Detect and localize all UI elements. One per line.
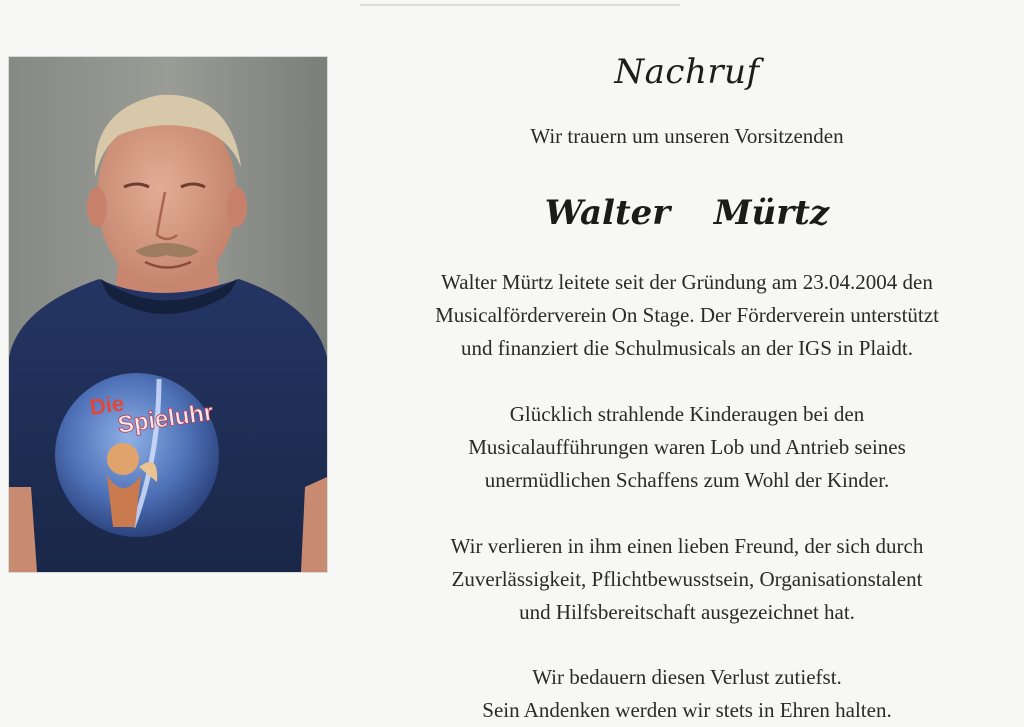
paragraph-closing: [355, 661, 1019, 727]
paragraph-friend: [355, 530, 1019, 629]
left-ear: [87, 187, 107, 227]
paragraph-line: Sein Andenken werden wir stets in Ehren halten.: [482, 698, 892, 722]
page-title: Nachruf: [614, 52, 760, 92]
paragraph-line: Wir bedauern diesen Verlust zutiefst.: [532, 665, 842, 689]
paragraph-line: Wir verlieren in ihm einen lieben Freund, der sich durch: [450, 534, 924, 558]
paragraph-line: Musicalaufführungen waren Lob und Antrieb seines: [468, 435, 906, 459]
paragraph-founding: [355, 266, 1019, 365]
portrait-illustration: [9, 57, 327, 572]
right-arm: [301, 477, 327, 572]
paragraph-line: Zuverlässigkeit, Pflichtbewusstsein, Organisationstalent: [451, 567, 923, 591]
shirt-text-spieluhr: Spieluhr: [116, 398, 215, 439]
cherub-head: [107, 443, 139, 475]
obituary-text: [355, 0, 1019, 725]
subtitle: Wir trauern um unseren Vorsitzenden: [530, 124, 844, 148]
paragraph-children: [355, 398, 1019, 497]
paragraph-line: und finanziert die Schulmusicals an der IGS in Plaidt.: [461, 336, 913, 360]
paragraph-line: Musicalförderverein On Stage. Der Förderverein unterstützt: [435, 303, 939, 327]
shirt-text-die: Die: [88, 390, 126, 420]
paragraph-line: Walter Mürtz leitete seit der Gründung am 23.04.2004 den: [441, 270, 933, 294]
portrait-photo: [9, 57, 327, 572]
paragraph-line: Glücklich strahlende Kinderaugen bei den: [509, 402, 865, 426]
deceased-name: Walter Mürtz: [544, 193, 830, 233]
paragraph-line: unermüdlichen Schaffens zum Wohl der Kinder.: [484, 468, 890, 492]
paragraph-line: und Hilfsbereitschaft ausgezeichnet hat.: [519, 600, 855, 624]
right-ear: [227, 187, 247, 227]
